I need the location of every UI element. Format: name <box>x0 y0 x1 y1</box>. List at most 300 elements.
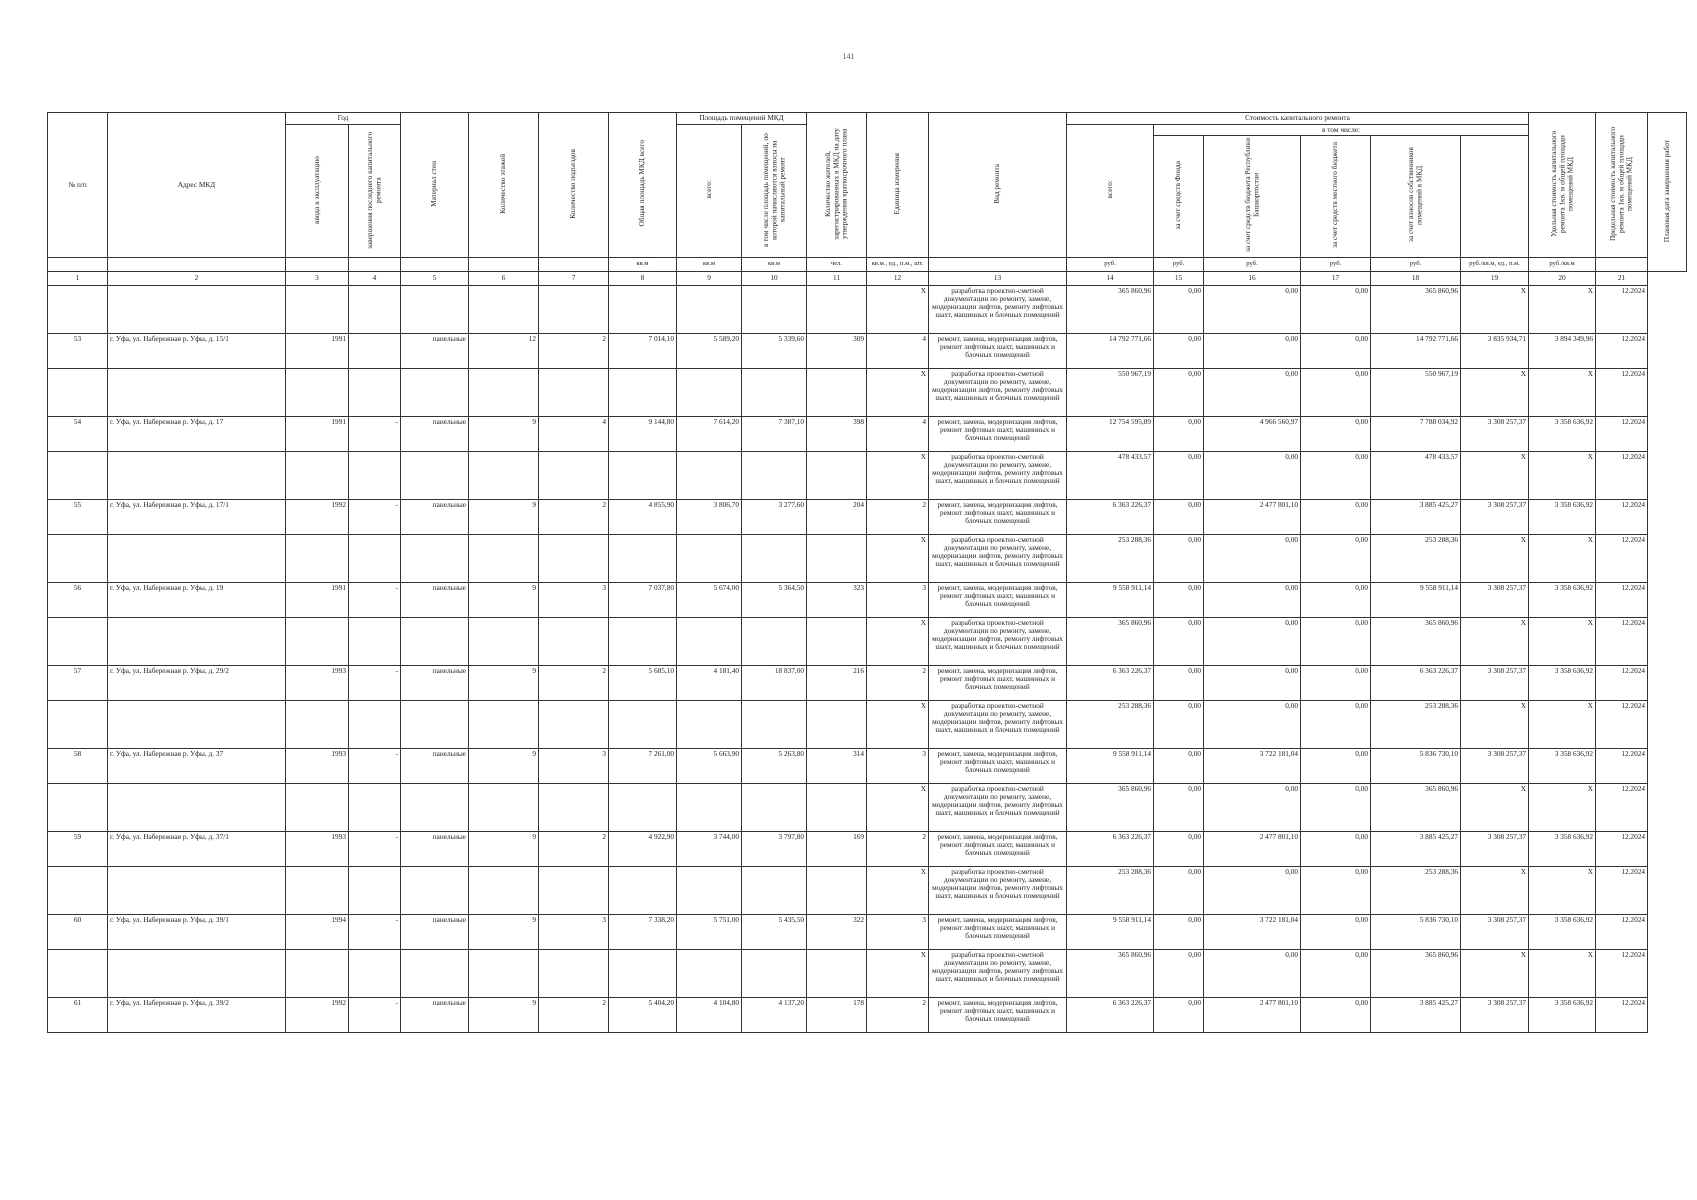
table-row <box>48 416 1687 451</box>
cost-fund-cell: 0,00 <box>1154 333 1204 368</box>
qty-cell: X <box>867 451 929 499</box>
year-cell: 1991 <box>286 582 349 617</box>
last-repair-cell: - <box>349 997 401 1032</box>
specific-cost-cell: 3 308 257,37 <box>1461 416 1529 451</box>
address-cell: г. Уфа, ул. Набережная р. Уфы, д. 37/1 <box>108 831 286 866</box>
table-row <box>48 831 1687 866</box>
planned-date-cell: 12.2024 <box>1596 783 1648 831</box>
area-all-cell: 4 181,40 <box>677 665 742 700</box>
row-number <box>48 285 108 333</box>
planned-date-cell: 12.2024 <box>1596 534 1648 582</box>
max-cost-cell: X <box>1529 534 1596 582</box>
last-repair-cell <box>349 700 401 748</box>
work-type-cell: разработка проектно-сметной документации по ремонту, замене, модернизации лифтов, ремонту лифтовых шахт, машинных и блочных помещений <box>929 783 1067 831</box>
area-all-cell <box>677 285 742 333</box>
last-repair-cell <box>349 333 401 368</box>
header-cost-incl: в том числе: <box>1154 125 1529 136</box>
unit-cell: чел. <box>807 257 867 271</box>
header-premises-area-group: Площадь помещений МКД <box>677 113 807 125</box>
year-cell: 1992 <box>286 499 349 534</box>
cost-local-cell: 0,00 <box>1301 914 1371 949</box>
last-repair-cell: - <box>349 831 401 866</box>
max-cost-cell: 3 358 636,92 <box>1529 665 1596 700</box>
qty-cell: 2 <box>867 831 929 866</box>
max-cost-cell: X <box>1529 617 1596 665</box>
cost-total-cell: 6 363 226,37 <box>1067 997 1154 1032</box>
cost-fund-cell: 0,00 <box>1154 534 1204 582</box>
material-cell <box>401 949 469 997</box>
qty-cell: X <box>867 285 929 333</box>
cost-total-cell: 253 288,36 <box>1067 700 1154 748</box>
specific-cost-cell: X <box>1461 368 1529 416</box>
table-row <box>48 866 1687 914</box>
planned-date-cell: 12.2024 <box>1596 831 1648 866</box>
area-res-cell: 18 837,00 <box>742 665 807 700</box>
entrances-cell: 2 <box>539 665 609 700</box>
total-area-cell <box>609 866 677 914</box>
column-number: 13 <box>929 271 1067 285</box>
cost-total-cell: 14 792 771,66 <box>1067 333 1154 368</box>
qty-cell: 4 <box>867 416 929 451</box>
max-cost-cell: 3 358 636,92 <box>1529 914 1596 949</box>
floors-cell <box>469 949 539 997</box>
area-res-cell <box>742 617 807 665</box>
work-type-cell: разработка проектно-сметной документации по ремонту, замене, модернизации лифтов, ремонту лифтовых шахт, машинных и блочных помещений <box>929 949 1067 997</box>
address-cell: г. Уфа, ул. Набережная р. Уфы, д. 17 <box>108 416 286 451</box>
max-cost-cell: X <box>1529 700 1596 748</box>
residents-cell <box>807 700 867 748</box>
row-number: 60 <box>48 914 108 949</box>
specific-cost-cell: X <box>1461 783 1529 831</box>
planned-date-cell: 12.2024 <box>1596 997 1648 1032</box>
cost-total-cell: 9 558 911,14 <box>1067 582 1154 617</box>
area-res-cell: 3 797,80 <box>742 831 807 866</box>
area-all-cell <box>677 451 742 499</box>
work-type-cell: разработка проектно-сметной документации по ремонту, замене, модернизации лифтов, ремонту лифтовых шахт, машинных и блочных помещений <box>929 451 1067 499</box>
area-all-cell: 4 104,80 <box>677 997 742 1032</box>
material-cell: панельные <box>401 333 469 368</box>
last-repair-cell <box>349 783 401 831</box>
cost-owners-cell: 5 836 730,10 <box>1371 914 1461 949</box>
header-cost-total: всего: <box>1067 125 1154 258</box>
planned-date-cell: 12.2024 <box>1596 665 1648 700</box>
cost-fund-cell: 0,00 <box>1154 285 1204 333</box>
cost-republic-cell: 0,00 <box>1204 451 1301 499</box>
last-repair-cell: - <box>349 665 401 700</box>
residents-cell: 314 <box>807 748 867 783</box>
planned-date-cell: 12.2024 <box>1596 866 1648 914</box>
cost-local-cell: 0,00 <box>1301 831 1371 866</box>
cost-total-cell: 365 860,96 <box>1067 285 1154 333</box>
max-cost-cell: X <box>1529 866 1596 914</box>
cost-total-cell: 9 558 911,14 <box>1067 748 1154 783</box>
qty-cell: 2 <box>867 499 929 534</box>
residents-cell <box>807 285 867 333</box>
cost-local-cell: 0,00 <box>1301 866 1371 914</box>
table-row <box>48 534 1687 582</box>
header-entrances: Количество подъездов <box>539 113 609 258</box>
cost-owners-cell: 365 860,96 <box>1371 617 1461 665</box>
planned-date-cell: 12.2024 <box>1596 582 1648 617</box>
specific-cost-cell: 3 308 257,37 <box>1461 997 1529 1032</box>
cost-local-cell: 0,00 <box>1301 617 1371 665</box>
floors-cell: 9 <box>469 416 539 451</box>
material-cell: панельные <box>401 748 469 783</box>
area-res-cell: 5 364,50 <box>742 582 807 617</box>
units-row <box>48 257 1687 271</box>
table-row <box>48 748 1687 783</box>
residents-cell: 178 <box>807 997 867 1032</box>
last-repair-cell <box>349 451 401 499</box>
column-number: 11 <box>807 271 867 285</box>
year-cell <box>286 783 349 831</box>
row-number <box>48 368 108 416</box>
work-type-cell: ремонт, замена, модернизация лифтов, ремонт лифтовых шахт, машинных и блочных помещений <box>929 748 1067 783</box>
last-repair-cell: - <box>349 582 401 617</box>
specific-cost-cell: X <box>1461 949 1529 997</box>
total-area-cell: 7 338,20 <box>609 914 677 949</box>
cost-local-cell: 0,00 <box>1301 949 1371 997</box>
header-total-area: Общая площадь МКД всего <box>609 113 677 258</box>
cost-republic-cell: 0,00 <box>1204 949 1301 997</box>
column-number: 14 <box>1067 271 1154 285</box>
column-number: 1 <box>48 271 108 285</box>
address-cell <box>108 617 286 665</box>
last-repair-cell <box>349 368 401 416</box>
floors-cell: 9 <box>469 748 539 783</box>
entrances-cell: 2 <box>539 831 609 866</box>
area-all-cell <box>677 949 742 997</box>
qty-cell: X <box>867 949 929 997</box>
year-cell <box>286 534 349 582</box>
material-cell <box>401 285 469 333</box>
entrances-cell <box>539 451 609 499</box>
residents-cell: 322 <box>807 914 867 949</box>
column-number: 12 <box>867 271 929 285</box>
capital-repair-table <box>47 112 1687 1033</box>
table-row <box>48 499 1687 534</box>
cost-owners-cell: 3 885 425,27 <box>1371 499 1461 534</box>
total-area-cell <box>609 617 677 665</box>
work-type-cell: ремонт, замена, модернизация лифтов, ремонт лифтовых шахт, машинных и блочных помещений <box>929 665 1067 700</box>
total-area-cell: 4 922,90 <box>609 831 677 866</box>
unit-cell: кв.м <box>609 257 677 271</box>
row-number: 57 <box>48 665 108 700</box>
residents-cell <box>807 949 867 997</box>
specific-cost-cell: 3 308 257,37 <box>1461 914 1529 949</box>
unit-cell: руб. <box>1301 257 1371 271</box>
cost-fund-cell: 0,00 <box>1154 416 1204 451</box>
max-cost-cell: X <box>1529 368 1596 416</box>
unit-cell: руб./кв.м <box>1529 257 1596 271</box>
last-repair-cell <box>349 285 401 333</box>
max-cost-cell: 3 358 636,92 <box>1529 499 1596 534</box>
cost-fund-cell: 0,00 <box>1154 368 1204 416</box>
address-cell <box>108 866 286 914</box>
address-cell <box>108 368 286 416</box>
unit-cell: руб. <box>1067 257 1154 271</box>
table-row <box>48 333 1687 368</box>
residents-cell <box>807 534 867 582</box>
last-repair-cell: - <box>349 914 401 949</box>
row-number: 53 <box>48 333 108 368</box>
cost-local-cell: 0,00 <box>1301 368 1371 416</box>
cost-owners-cell: 14 792 771,66 <box>1371 333 1461 368</box>
cost-republic-cell: 2 477 801,10 <box>1204 831 1301 866</box>
specific-cost-cell: X <box>1461 866 1529 914</box>
column-numbers-row <box>48 271 1687 285</box>
cost-total-cell: 365 860,96 <box>1067 617 1154 665</box>
year-cell <box>286 700 349 748</box>
area-all-cell: 5 674,00 <box>677 582 742 617</box>
specific-cost-cell: 3 308 257,37 <box>1461 499 1529 534</box>
residents-cell <box>807 368 867 416</box>
column-number: 18 <box>1371 271 1461 285</box>
cost-republic-cell: 0,00 <box>1204 700 1301 748</box>
column-number: 21 <box>1596 271 1648 285</box>
specific-cost-cell: X <box>1461 617 1529 665</box>
area-res-cell <box>742 534 807 582</box>
qty-cell: 2 <box>867 997 929 1032</box>
address-cell <box>108 949 286 997</box>
table-row <box>48 285 1687 333</box>
cost-republic-cell: 0,00 <box>1204 368 1301 416</box>
table-row <box>48 700 1687 748</box>
header-floors: Количество этажей <box>469 113 539 258</box>
header-row-1 <box>48 113 1687 125</box>
address-cell: г. Уфа, ул. Набережная р. Уфы, д. 15/1 <box>108 333 286 368</box>
floors-cell <box>469 451 539 499</box>
cost-republic-cell: 4 966 560,97 <box>1204 416 1301 451</box>
total-area-cell <box>609 451 677 499</box>
work-type-cell: разработка проектно-сметной документации по ремонту, замене, модернизации лифтов, ремонту лифтовых шахт, машинных и блочных помещений <box>929 866 1067 914</box>
cost-fund-cell: 0,00 <box>1154 665 1204 700</box>
row-number <box>48 949 108 997</box>
cost-local-cell: 0,00 <box>1301 499 1371 534</box>
qty-cell: X <box>867 368 929 416</box>
material-cell <box>401 783 469 831</box>
area-res-cell <box>742 949 807 997</box>
entrances-cell: 2 <box>539 333 609 368</box>
cost-owners-cell: 365 860,96 <box>1371 949 1461 997</box>
address-cell <box>108 700 286 748</box>
max-cost-cell: 3 358 636,92 <box>1529 748 1596 783</box>
floors-cell: 9 <box>469 831 539 866</box>
cost-fund-cell: 0,00 <box>1154 700 1204 748</box>
address-cell: г. Уфа, ул. Набережная р. Уфы, д. 29/2 <box>108 665 286 700</box>
row-number: 56 <box>48 582 108 617</box>
total-area-cell <box>609 534 677 582</box>
area-res-cell: 7 387,10 <box>742 416 807 451</box>
last-repair-cell <box>349 617 401 665</box>
floors-cell <box>469 866 539 914</box>
area-res-cell <box>742 783 807 831</box>
cost-total-cell: 365 860,96 <box>1067 949 1154 997</box>
residents-cell <box>807 451 867 499</box>
total-area-cell: 5 404,20 <box>609 997 677 1032</box>
material-cell: панельные <box>401 914 469 949</box>
residents-cell: 216 <box>807 665 867 700</box>
table-row <box>48 665 1687 700</box>
cost-republic-cell: 0,00 <box>1204 333 1301 368</box>
entrances-cell: 3 <box>539 748 609 783</box>
year-cell: 1991 <box>286 416 349 451</box>
planned-date-cell: 12.2024 <box>1596 949 1648 997</box>
cost-republic-cell: 0,00 <box>1204 866 1301 914</box>
specific-cost-cell: 3 308 257,37 <box>1461 831 1529 866</box>
cost-total-cell: 6 363 226,37 <box>1067 499 1154 534</box>
material-cell <box>401 534 469 582</box>
cost-republic-cell: 3 722 181,04 <box>1204 748 1301 783</box>
material-cell: панельные <box>401 499 469 534</box>
cost-owners-cell: 253 288,36 <box>1371 700 1461 748</box>
cost-republic-cell: 0,00 <box>1204 582 1301 617</box>
area-res-cell <box>742 700 807 748</box>
planned-date-cell: 12.2024 <box>1596 914 1648 949</box>
cost-owners-cell: 3 885 425,27 <box>1371 831 1461 866</box>
unit-cell: руб. <box>1371 257 1461 271</box>
column-number: 17 <box>1301 271 1371 285</box>
unit-cell: кв.м <box>677 257 742 271</box>
row-number <box>48 866 108 914</box>
address-cell <box>108 451 286 499</box>
column-number: 15 <box>1154 271 1204 285</box>
last-repair-cell: - <box>349 748 401 783</box>
residents-cell <box>807 617 867 665</box>
area-all-cell <box>677 866 742 914</box>
address-cell <box>108 285 286 333</box>
address-cell: г. Уфа, ул. Набережная р. Уфы, д. 19 <box>108 582 286 617</box>
year-cell: 1992 <box>286 997 349 1032</box>
cost-total-cell: 253 288,36 <box>1067 534 1154 582</box>
header-cost-fund: за счет средств Фонда <box>1154 136 1204 257</box>
specific-cost-cell: 3 308 257,37 <box>1461 748 1529 783</box>
cost-republic-cell: 0,00 <box>1204 783 1301 831</box>
cost-fund-cell: 0,00 <box>1154 499 1204 534</box>
column-number: 6 <box>469 271 539 285</box>
specific-cost-cell: X <box>1461 534 1529 582</box>
work-type-cell: разработка проектно-сметной документации по ремонту, замене, модернизации лифтов, ремонту лифтовых шахт, машинных и блочных помещений <box>929 368 1067 416</box>
planned-date-cell: 12.2024 <box>1596 499 1648 534</box>
cost-fund-cell: 0,00 <box>1154 997 1204 1032</box>
entrances-cell: 3 <box>539 914 609 949</box>
work-type-cell: ремонт, замена, модернизация лифтов, ремонт лифтовых шахт, машинных и блочных помещений <box>929 831 1067 866</box>
total-area-cell: 5 685,10 <box>609 665 677 700</box>
floors-cell: 9 <box>469 997 539 1032</box>
header-area-residential: в том числе площадь помещений, по которой начисляются взносы на капитальный ремонт <box>742 125 807 258</box>
work-type-cell: ремонт, замена, модернизация лифтов, ремонт лифтовых шахт, машинных и блочных помещений <box>929 499 1067 534</box>
residents-cell: 169 <box>807 831 867 866</box>
work-type-cell: разработка проектно-сметной документации по ремонту, замене, модернизации лифтов, ремонту лифтовых шахт, машинных и блочных помещений <box>929 534 1067 582</box>
year-cell <box>286 866 349 914</box>
table-row <box>48 617 1687 665</box>
cost-republic-cell: 0,00 <box>1204 617 1301 665</box>
max-cost-cell: X <box>1529 949 1596 997</box>
qty-cell: X <box>867 783 929 831</box>
area-all-cell <box>677 617 742 665</box>
last-repair-cell <box>349 534 401 582</box>
table-row <box>48 949 1687 997</box>
area-res-cell <box>742 451 807 499</box>
year-cell <box>286 368 349 416</box>
planned-date-cell: 12.2024 <box>1596 617 1648 665</box>
row-number <box>48 783 108 831</box>
max-cost-cell: 3 358 636,92 <box>1529 997 1596 1032</box>
address-cell <box>108 534 286 582</box>
residents-cell: 309 <box>807 333 867 368</box>
entrances-cell: 4 <box>539 416 609 451</box>
floors-cell <box>469 783 539 831</box>
cost-local-cell: 0,00 <box>1301 783 1371 831</box>
residents-cell: 204 <box>807 499 867 534</box>
area-res-cell <box>742 866 807 914</box>
header-cost-local: за счет средств местного бюджета <box>1301 136 1371 257</box>
material-cell <box>401 368 469 416</box>
work-type-cell: ремонт, замена, модернизация лифтов, ремонт лифтовых шахт, машинных и блочных помещений <box>929 997 1067 1032</box>
qty-cell: X <box>867 866 929 914</box>
entrances-cell <box>539 783 609 831</box>
floors-cell: 12 <box>469 333 539 368</box>
year-cell <box>286 949 349 997</box>
total-area-cell: 9 144,80 <box>609 416 677 451</box>
area-all-cell: 5 663,90 <box>677 748 742 783</box>
cost-owners-cell: 3 885 425,27 <box>1371 997 1461 1032</box>
area-all-cell: 3 806,70 <box>677 499 742 534</box>
column-number: 16 <box>1204 271 1301 285</box>
qty-cell: X <box>867 534 929 582</box>
qty-cell: 3 <box>867 914 929 949</box>
cost-republic-cell: 3 722 181,04 <box>1204 914 1301 949</box>
max-cost-cell: X <box>1529 783 1596 831</box>
floors-cell: 9 <box>469 665 539 700</box>
entrances-cell <box>539 949 609 997</box>
qty-cell: X <box>867 700 929 748</box>
cost-republic-cell: 0,00 <box>1204 534 1301 582</box>
header-year-group: Год <box>286 113 401 125</box>
cost-local-cell: 0,00 <box>1301 665 1371 700</box>
area-all-cell: 5 589,20 <box>677 333 742 368</box>
area-all-cell: 7 614,20 <box>677 416 742 451</box>
area-res-cell: 5 263,80 <box>742 748 807 783</box>
cost-fund-cell: 0,00 <box>1154 617 1204 665</box>
cost-fund-cell: 0,00 <box>1154 582 1204 617</box>
cost-republic-cell: 2 477 801,10 <box>1204 997 1301 1032</box>
entrances-cell: 2 <box>539 997 609 1032</box>
floors-cell: 9 <box>469 914 539 949</box>
cost-local-cell: 0,00 <box>1301 451 1371 499</box>
residents-cell: 398 <box>807 416 867 451</box>
cost-fund-cell: 0,00 <box>1154 451 1204 499</box>
area-all-cell <box>677 368 742 416</box>
area-res-cell: 4 137,20 <box>742 997 807 1032</box>
specific-cost-cell: X <box>1461 285 1529 333</box>
column-number: 19 <box>1461 271 1529 285</box>
table-row <box>48 582 1687 617</box>
column-number: 9 <box>677 271 742 285</box>
address-cell: г. Уфа, ул. Набережная р. Уфы, д. 17/1 <box>108 499 286 534</box>
material-cell <box>401 866 469 914</box>
area-all-cell <box>677 700 742 748</box>
residents-cell: 323 <box>807 582 867 617</box>
header-cost-owners: за счет взносов собственников помещений в МКД <box>1371 136 1461 257</box>
year-cell: 1991 <box>286 333 349 368</box>
specific-cost-cell: 3 308 257,37 <box>1461 582 1529 617</box>
cost-local-cell: 0,00 <box>1301 997 1371 1032</box>
year-cell: 1993 <box>286 665 349 700</box>
work-type-cell: ремонт, замена, модернизация лифтов, ремонт лифтовых шахт, машинных и блочных помещений <box>929 416 1067 451</box>
cost-fund-cell: 0,00 <box>1154 866 1204 914</box>
year-cell: 1994 <box>286 914 349 949</box>
